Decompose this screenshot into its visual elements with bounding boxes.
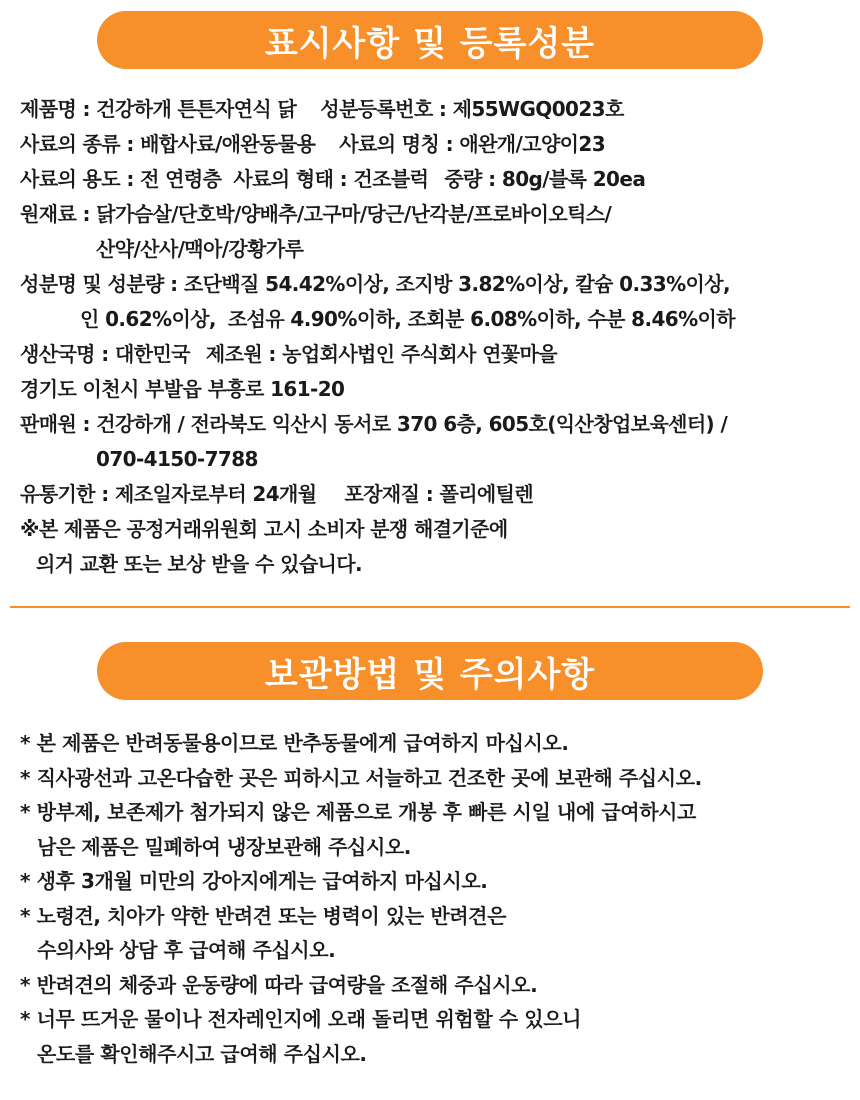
caution-item: * 방부제, 보존제가 첨가되지 않은 제품으로 개봉 후 빠른 시일 내에 급여하시고 [20,800,696,824]
feed-usage: 사료의 용도 : 전 연령층 [20,167,222,191]
feed-name: 사료의 명칭 : 애완개/고양이23 [339,132,606,156]
composition-line-1: 성분명 및 성분량 : 조단백질 54.42%이상, 조지방 3.82%이상, 칼슘 0.33%이상, [20,272,730,296]
manufacturer-address: 경기도 이천시 부발읍 부흥로 161-20 [20,377,345,401]
consumer-notice-1: ※본 제품은 공정거래위원회 고시 소비자 분쟁 해결기준에 [20,517,508,541]
caution-item-cont: 남은 제품은 밀폐하여 냉장보관해 주십시오. [37,834,412,859]
country-of-origin: 생산국명 : 대한민국 [20,342,190,366]
storage-caution-title: 보관방법 및 주의사항 [264,654,596,695]
info-line-ingredients-cont [20,232,850,267]
feed-type: 사료의 종류 : 배합사료/애완동물용 [20,132,316,156]
label-info-section [20,92,850,582]
info-line-seller-phone [20,442,850,477]
ingredients-line-2: 산약/산사/맥아/강황가루 [96,237,304,261]
composition-line-2: 조섬유 4.90%이하, 조회분 6.08%이하, 수분 8.46%이하 [227,307,735,331]
info-line-composition [20,267,850,302]
section-divider [10,606,850,608]
seller-phone: 070-4150-7788 [96,447,258,471]
info-line-ingredients [20,197,850,232]
caution-item: * 너무 뜨거운 물이나 전자레인지에 오래 돌리면 위험할 수 있으니 [20,1007,582,1031]
storage-caution-section [20,726,850,1071]
product-name: 제품명 : 건강하개 튼튼자연식 닭 [20,97,297,121]
packaging-material: 포장재질 : 폴리에틸렌 [344,482,534,506]
info-line-feed-usage [20,162,850,197]
feed-form: 사료의 형태 : 건조블럭 [233,167,429,191]
caution-item: * 직사광선과 고온다습한 곳은 피하시고 서늘하고 건조한 곳에 보관해 주십시오. [20,765,702,790]
expiry-period: 유통기한 : 제조일자로부터 24개월 [20,482,317,506]
label-info-title: 표시사항 및 등록성분 [264,23,596,64]
manufacturer: 제조원 : 농업회사법인 주식회사 연꽃마을 [205,342,557,366]
caution-item-cont: 수의사와 상담 후 급여해 주십시오. [37,938,336,962]
caution-item: * 노령견, 치아가 약한 반려견 또는 병력이 있는 반려견은 [20,903,506,928]
info-line-product [20,92,850,127]
info-line-notice [20,512,850,547]
ingredients-line-1: 원재료 : 닭가슴살/단호박/양배추/고구마/당근/난각분/프로바이오틱스/ [20,202,612,226]
registration-number: 성분등록번호 : 제55WGQ0023호 [320,97,624,121]
info-line-notice-cont [20,547,850,582]
storage-caution-banner [97,642,763,700]
consumer-notice-2: 의거 교환 또는 보상 받을 수 있습니다. [36,552,362,576]
caution-item-cont: 온도를 확인해주시고 급여해 주십시오. [37,1041,367,1066]
label-info-banner [97,11,763,69]
info-line-address [20,372,850,407]
net-weight: 중량 : 80g/블록 20ea [444,167,646,191]
caution-item: * 반려견의 체중과 운동량에 따라 급여량을 조절해 주십시오. [20,972,538,997]
info-line-expiry [20,477,850,512]
caution-item: * 생후 3개월 미만의 강아지에게는 급여하지 마십시오. [20,869,488,893]
info-line-seller [20,407,850,442]
caution-item: * 본 제품은 반려동물용이므로 반추동물에게 급여하지 마십시오. [20,731,569,755]
composition-phosphorus: 인 0.62%이상, [80,307,216,331]
info-line-composition-cont [20,302,850,337]
seller-line-1: 판매원 : 건강하개 / 전라북도 익산시 동서로 370 6층, 605호(익산창업보육센터) / [20,412,728,436]
info-line-origin [20,337,850,372]
info-line-feed-type [20,127,850,162]
